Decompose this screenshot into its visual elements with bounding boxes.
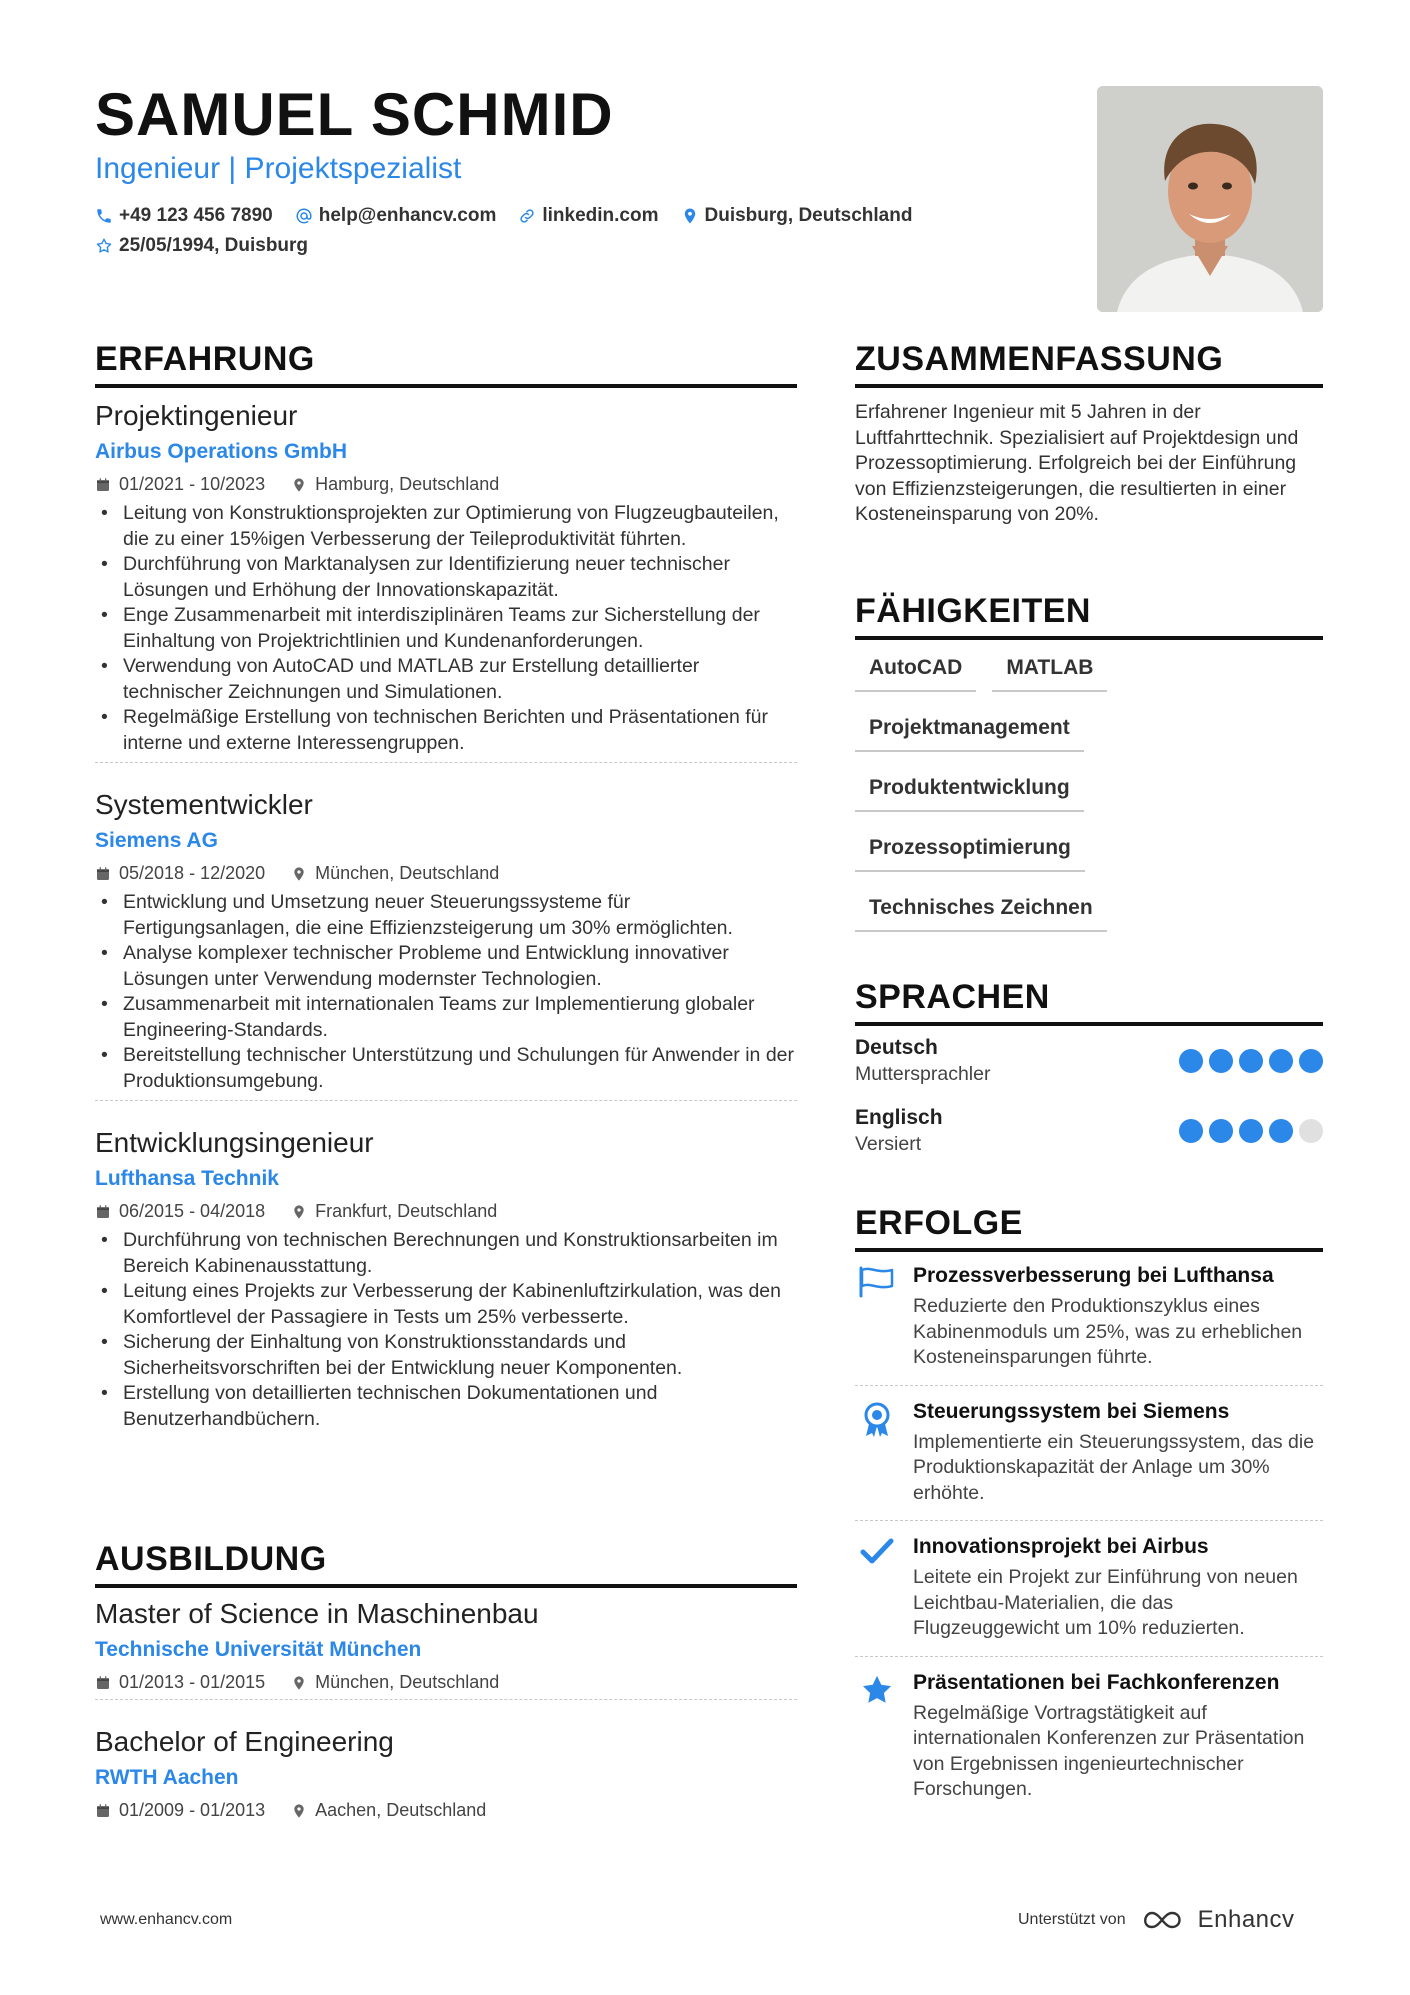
achievement-title: Innovationsprojekt bei Airbus — [913, 1535, 1209, 1558]
linkedin-text: linkedin.com — [542, 205, 659, 226]
footer-website[interactable]: www.enhancv.com — [100, 1911, 233, 1928]
phone-icon — [95, 207, 113, 225]
achievement-desc: Reduzierte den Produktionszyklus eines Kabinenmoduls um 25%, was zu erheblichen Kosteneinsparungen führte. — [913, 1295, 1303, 1368]
calendar-icon — [95, 1675, 111, 1691]
language-level: Versiert — [855, 1133, 922, 1155]
bullet-item: • Analyse komplexer technischer Probleme und Entwicklung innovativer Lösungen unter Verwendung modernster Technologien. — [95, 941, 797, 992]
summary-text: Erfahrener Ingenieur mit 5 Jahren in der Luftfahrttechnik. Spezialisiert auf Projektdesign und Prozessoptimierung. Erfolgreich bei der Einführung von Effizienzsteigerungen, die resultierten in einer Kosteneinsparung von 20%. — [855, 401, 1299, 525]
skills-heading: FÄHIGKEITEN — [855, 592, 1091, 630]
rating-dot-filled — [1299, 1049, 1323, 1073]
language-item — [855, 1106, 1323, 1156]
map-pin-icon — [291, 477, 307, 493]
item-divider — [95, 1699, 797, 1700]
language-rating — [1179, 1119, 1323, 1143]
at-icon — [295, 207, 313, 225]
candidate-title: Ingenieur | Projektspezialist — [95, 152, 462, 185]
experience-divider — [95, 384, 797, 388]
rating-dot-empty — [1299, 1119, 1323, 1143]
job-location-text: Hamburg, Deutschland — [315, 474, 500, 494]
email-contact[interactable] — [295, 205, 497, 227]
achievement-item — [855, 1264, 1323, 1386]
skill-tag: Projektmanagement — [855, 712, 1084, 752]
bullet-item: • Erstellung von detaillierten technischen Dokumentationen und Benutzerhandbüchern. — [95, 1381, 797, 1432]
language-item — [855, 1036, 1323, 1086]
job-title: Entwicklungsingenieur — [95, 1127, 374, 1158]
skill-tag: Prozessoptimierung — [855, 832, 1085, 872]
profile-photo — [1097, 86, 1323, 312]
education-heading: AUSBILDUNG — [95, 1540, 327, 1578]
map-pin-icon — [291, 1803, 307, 1819]
language-rating — [1179, 1049, 1323, 1073]
education-location — [291, 1672, 499, 1693]
job-location — [291, 1201, 497, 1222]
education-location-text: Aachen, Deutschland — [315, 1800, 487, 1820]
education-location — [291, 1800, 486, 1821]
bullet-item: • Durchführung von technischen Berechnungen und Konstruktionsarbeiten im Bereich Kabinenausstattung. — [95, 1228, 797, 1279]
achievement-desc: Implementierte ein Steuerungssystem, das die Produktionskapazität der Anlage um 30% erhöhte. — [913, 1430, 1315, 1504]
education-dates-text: 01/2013 - 01/2015 — [119, 1672, 266, 1692]
check-icon — [860, 1537, 894, 1565]
achievements-divider — [855, 1248, 1323, 1252]
bullet-item: • Leitung eines Projekts zur Verbesserung der Kabinenluftzirkulation, was den Komfortlevel der Passagiere in Tests um 25% verbesserte. — [95, 1279, 797, 1330]
achievement-desc: Leitete ein Projekt zur Einführung von neuen Leichtbau-Materialien, die das Flugzeuggewicht um 10% reduzierten. — [913, 1566, 1298, 1639]
map-pin-icon — [681, 207, 699, 225]
bullet-item: • Enge Zusammenarbeit mit interdisziplinären Teams zur Sicherstellung der Einhaltung von Projektrichtlinien und Kundenanforderungen. — [95, 603, 797, 654]
job-dates — [95, 1201, 265, 1222]
linkedin-contact[interactable] — [518, 205, 658, 227]
achievement-item — [855, 1400, 1323, 1522]
education-item — [95, 1598, 797, 1726]
rating-dot-filled — [1209, 1119, 1233, 1143]
bullet-item: • Zusammenarbeit mit internationalen Teams zur Implementierung globaler Engineering-Standards. — [95, 992, 797, 1043]
job-location-text: Frankfurt, Deutschland — [315, 1201, 498, 1221]
school-name: Technische Universität München — [95, 1638, 422, 1661]
item-divider — [95, 1100, 797, 1101]
map-pin-icon — [291, 1204, 307, 1220]
phone-text: +49 123 456 7890 — [119, 205, 273, 226]
bullet-item: • Durchführung von Marktanalysen zur Identifizierung neuer technischer Lösungen und Erhöhung der Innovationskapazität. — [95, 552, 797, 603]
rating-dot-filled — [1179, 1049, 1203, 1073]
summary-divider — [855, 384, 1323, 388]
footer-branding[interactable] — [1018, 1906, 1295, 1934]
candidate-name: SAMUEL SCHMID — [95, 81, 614, 148]
birth-info — [95, 235, 308, 257]
achievement-title: Prozessverbesserung bei Lufthansa — [913, 1264, 1274, 1287]
skills-divider — [855, 636, 1323, 640]
job-dates-text: 01/2021 - 10/2023 — [119, 474, 266, 494]
location-text: Duisburg, Deutschland — [704, 205, 913, 226]
rating-dot-filled — [1239, 1119, 1263, 1143]
languages-list — [855, 1036, 1323, 1176]
summary-heading: ZUSAMMENFASSUNG — [855, 340, 1224, 378]
job-location — [291, 474, 499, 495]
skill-tag: MATLAB — [992, 652, 1107, 692]
experience-item — [95, 1127, 797, 1444]
job-bullets — [95, 890, 797, 1094]
job-dates — [95, 863, 265, 884]
education-list — [95, 1598, 797, 1839]
rating-dot-filled — [1209, 1049, 1233, 1073]
achievement-desc: Regelmäßige Vortragstätigkeit auf internationalen Konferenzen zur Präsentation von Ergebnissen ingenieurtechnischer Forschungen. — [913, 1701, 1305, 1800]
language-level: Muttersprachler — [855, 1063, 991, 1085]
education-dates — [95, 1672, 265, 1693]
languages-heading: SPRACHEN — [855, 978, 1050, 1016]
bullet-item: • Verwendung von AutoCAD und MATLAB zur Erstellung detaillierter technischer Zeichnungen und Simulationen. — [95, 654, 797, 705]
brand-name: Enhancv — [1197, 1906, 1295, 1933]
degree-title: Bachelor of Engineering — [95, 1726, 394, 1757]
enhancv-logo-icon — [1138, 1907, 1186, 1933]
location-contact — [681, 205, 913, 227]
map-pin-icon — [291, 1675, 307, 1691]
email-text: help@enhancv.com — [318, 205, 497, 226]
job-bullets — [95, 1228, 797, 1432]
calendar-icon — [95, 866, 111, 882]
school-name: RWTH Aachen — [95, 1766, 239, 1789]
skill-tag: AutoCAD — [855, 652, 976, 692]
flag-icon — [858, 1266, 896, 1298]
bullet-item: • Entwicklung und Umsetzung neuer Steuerungssysteme für Fertigungsanlagen, die eine Effizienzsteigerung um 30% ermöglichten. — [95, 890, 797, 941]
job-title: Systementwickler — [95, 789, 313, 820]
experience-item — [95, 400, 797, 789]
bullet-item: • Regelmäßige Erstellung von technischen Berichten und Präsentationen für interne und externe Interessengruppen. — [95, 705, 797, 756]
rating-dot-filled — [1269, 1119, 1293, 1143]
job-dates-text: 05/2018 - 12/2020 — [119, 863, 266, 883]
job-bullets — [95, 501, 797, 756]
education-dates — [95, 1800, 265, 1821]
achievements-heading: ERFOLGE — [855, 1204, 1023, 1242]
powered-by-text: Unterstützt von — [1018, 1911, 1126, 1928]
bullet-item: • Leitung von Konstruktionsprojekten zur Optimierung von Flugzeugbauteilen, die zu einer 15%igen Verbesserung der Teileproduktivität führten. — [95, 501, 797, 552]
star-icon — [859, 1673, 895, 1707]
skill-tag: Technisches Zeichnen — [855, 892, 1107, 932]
education-location-text: München, Deutschland — [315, 1672, 500, 1692]
achievements-list — [855, 1264, 1323, 1831]
skills-list — [855, 652, 1323, 932]
skill-tag: Produktentwicklung — [855, 772, 1084, 812]
calendar-icon — [95, 1803, 111, 1819]
link-icon — [518, 207, 536, 225]
award-icon — [861, 1402, 893, 1438]
language-name: Englisch — [855, 1106, 943, 1129]
education-dates-text: 01/2009 - 01/2013 — [119, 1800, 266, 1820]
rating-dot-filled — [1239, 1049, 1263, 1073]
education-item — [95, 1726, 797, 1839]
bullet-item: • Sicherung der Einhaltung von Konstruktionsstandards und Sicherheitsvorschriften bei der Entwicklung neuer Komponenten. — [95, 1330, 797, 1381]
language-name: Deutsch — [855, 1036, 938, 1059]
job-location — [291, 863, 499, 884]
job-location-text: München, Deutschland — [315, 863, 500, 883]
achievement-title: Präsentationen bei Fachkonferenzen — [913, 1670, 1280, 1694]
experience-list — [95, 400, 797, 1444]
job-dates — [95, 474, 265, 495]
company-name: Lufthansa Technik — [95, 1167, 279, 1190]
item-divider — [95, 762, 797, 763]
achievement-title: Steuerungssystem bei Siemens — [913, 1399, 1230, 1423]
contact-info — [95, 205, 1015, 265]
map-pin-icon — [291, 866, 307, 882]
job-title: Projektingenieur — [95, 400, 298, 431]
birth-text: 25/05/1994, Duisburg — [119, 235, 309, 256]
phone-contact[interactable] — [95, 205, 273, 227]
company-name: Siemens AG — [95, 829, 218, 852]
company-name: Airbus Operations GmbH — [95, 440, 348, 463]
degree-title: Master of Science in Maschinenbau — [95, 1598, 539, 1629]
experience-heading: ERFAHRUNG — [95, 340, 315, 378]
rating-dot-filled — [1179, 1119, 1203, 1143]
experience-item — [95, 789, 797, 1127]
calendar-icon — [95, 1204, 111, 1220]
rating-dot-filled — [1269, 1049, 1293, 1073]
avatar-illustration — [1097, 86, 1323, 312]
languages-divider — [855, 1022, 1323, 1026]
bullet-item: • Bereitstellung technischer Unterstützung und Schulungen für Anwender in der Produktionsumgebung. — [95, 1043, 797, 1094]
education-divider — [95, 1584, 797, 1588]
calendar-icon — [95, 477, 111, 493]
achievement-item — [855, 1535, 1323, 1657]
star-outline-icon — [95, 237, 113, 255]
job-dates-text: 06/2015 - 04/2018 — [119, 1201, 266, 1221]
achievement-item — [855, 1671, 1323, 1817]
